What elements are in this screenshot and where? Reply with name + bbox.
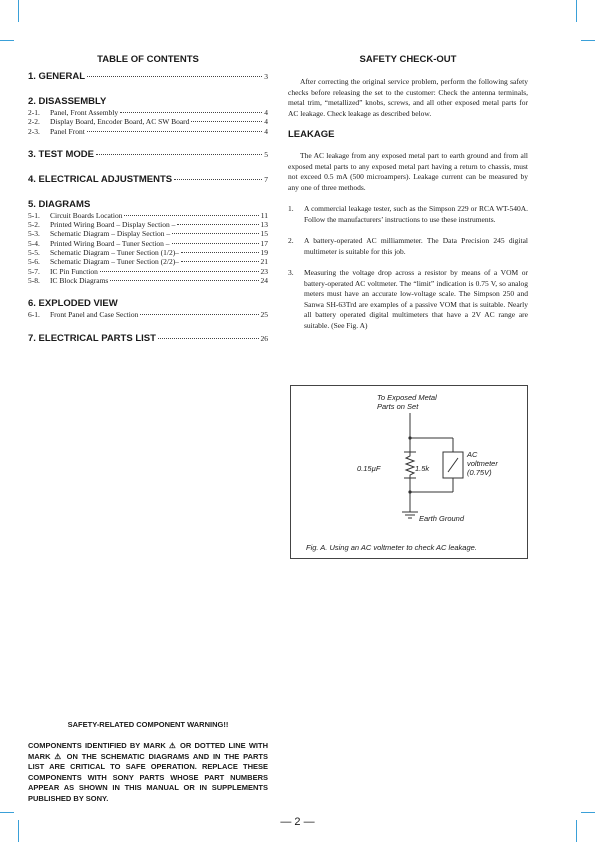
toc-item-text: IC Pin Function [50, 266, 98, 276]
toc-item-number: 2-2. [28, 117, 40, 127]
toc-section-title: 1. GENERAL [28, 71, 86, 82]
toc-leader-dots [181, 261, 259, 262]
toc-page-number: 5 [264, 149, 268, 159]
figure-caption: Fig. A. Using an AC voltmeter to check AC leakage. [306, 543, 477, 552]
toc-item-text: Front Panel and Case Section [50, 310, 139, 320]
toc-section-heading[interactable] [28, 148, 268, 161]
safety-component-warning [28, 720, 268, 804]
toc-item[interactable] [28, 239, 268, 248]
method-number: 2. [288, 236, 294, 245]
toc-leader-dots [191, 121, 262, 122]
method-text: A commercial leakage tester, such as the Simpson 229 or RCA WT-540A. Follow the manufacturers’ instructions to use these instruments. [304, 204, 528, 224]
toc-item-number: 5-5. [28, 248, 40, 258]
toc-item-text: Display Board, Encoder Board, AC SW Board [50, 117, 190, 127]
toc-page-number: 11 [260, 210, 268, 220]
toc-section [28, 332, 268, 345]
toc-section [28, 70, 268, 83]
table-of-contents [28, 54, 268, 357]
toc-item-number: 2-1. [28, 108, 40, 117]
toc-section-title: 3. TEST MODE [28, 148, 94, 160]
toc-item-text: Circuit Boards Location [50, 210, 123, 220]
safety-title: SAFETY CHECK-OUT [359, 54, 457, 65]
label-to-exposed-metal: To Exposed Metal [377, 393, 437, 402]
toc-page-number: 25 [260, 310, 268, 320]
figure-a [290, 385, 528, 559]
toc-item[interactable] [28, 211, 268, 220]
toc-section-heading[interactable] [28, 332, 268, 345]
toc-item[interactable] [28, 276, 268, 285]
toc-item-number: 5-8. [28, 275, 40, 285]
toc-section-heading[interactable] [28, 95, 268, 108]
safety-intro: After correcting the original service problem, perform the following safety checks before releasing the set to the customer: Check the antenna terminals, metal trim, “metallized” knobs, screws, and all other exposed metal parts for AC leakage. Check leakage as described below. [288, 77, 528, 118]
toc-leader-dots [172, 243, 259, 244]
toc-page-number: 26 [260, 333, 268, 343]
toc-section-heading[interactable] [28, 173, 268, 186]
warning-title: SAFETY-RELATED COMPONENT WARNING!! [67, 720, 229, 729]
leakage-method [288, 268, 528, 331]
toc-item-number: 5-1. [28, 210, 40, 220]
toc-section [28, 198, 268, 285]
toc-page-number: 23 [260, 266, 268, 276]
toc-section [28, 173, 268, 186]
method-text: A battery-operated AC milliammeter. The Data Precision 245 digital multimeter is suitable for this job. [304, 236, 528, 256]
toc-leader-dots [100, 271, 259, 272]
toc-title: TABLE OF CONTENTS [97, 54, 199, 65]
toc-leader-dots [177, 224, 258, 225]
toc-page-number: 4 [264, 126, 268, 136]
toc-item-text: Printed Wiring Board – Display Section – [50, 220, 176, 230]
toc-item-text: IC Block Diagrams [50, 275, 109, 285]
leakage-methods [288, 204, 528, 331]
toc-leader-dots [110, 280, 258, 281]
toc-page-number: 13 [260, 220, 268, 230]
toc-section-heading[interactable] [28, 70, 268, 83]
toc-page-number: 21 [260, 257, 268, 267]
leakage-intro: The AC leakage from any exposed metal part to earth ground and from all exposed metal parts to any exposed metal part having a return to chassis, must not exceed 0.5 mA (500 microampers). Leakage current can be measured by any one of three methods. [288, 151, 528, 192]
toc-item[interactable] [28, 127, 268, 136]
toc-item-number: 2-3. [28, 126, 40, 136]
toc-section-title: 2. DISASSEMBLY [28, 96, 107, 107]
toc-item[interactable] [28, 229, 268, 238]
toc-page-number: 3 [264, 72, 268, 81]
method-text: Measuring the voltage drop across a resistor by means of a VOM or battery-operated AC voltmeter. The “limit” indication is 0.75 V, so analog meters must have an accurate low-voltage scale. The Simpson 250 and Sanwa SH-63Trd are examples of a passive VOM that is suitable. Nearly all battery operated digital multimeters that have a 2V AC range are suitable. (See Fig. A) [304, 268, 528, 330]
toc-leader-dots [140, 314, 258, 315]
toc-item[interactable] [28, 220, 268, 229]
toc-page-number: 4 [264, 117, 268, 127]
label-meter-range: (0.75V) [467, 468, 492, 477]
method-number: 1. [288, 204, 294, 213]
toc-section-title: 4. ELECTRICAL ADJUSTMENTS [28, 173, 173, 185]
toc-item[interactable] [28, 310, 268, 319]
page-number: — 2 — [280, 816, 315, 828]
leakage-method [288, 204, 528, 225]
label-earth-ground: Earth Ground [419, 514, 465, 523]
junction-bottom [408, 490, 411, 493]
voltmeter-needle [448, 458, 458, 472]
toc-leader-dots [158, 338, 259, 339]
label-voltmeter: voltmeter [467, 459, 498, 468]
label-resistor: 1.5k [415, 464, 430, 473]
toc-item[interactable] [28, 248, 268, 257]
toc-page-number: 7 [264, 174, 268, 184]
crop-mark-top-right [581, 40, 595, 41]
toc-item-number: 5-2. [28, 220, 40, 230]
junction-top [408, 436, 411, 439]
toc-item[interactable] [28, 257, 268, 266]
toc-page-number: 19 [260, 248, 268, 258]
toc-item-number: 5-3. [28, 229, 40, 239]
toc-item-text: Schematic Diagram – Tuner Section (2/2)– [50, 257, 179, 267]
toc-leader-dots [96, 154, 262, 155]
toc-page-number: 17 [260, 238, 268, 248]
toc-section-heading[interactable] [28, 297, 268, 310]
toc-section [28, 297, 268, 319]
toc-item-text: Printed Wiring Board – Tuner Section – [50, 238, 170, 248]
crop-mark-top-left-v [18, 0, 19, 22]
label-capacitor: 0.15µF [357, 464, 381, 473]
toc-section-title: 5. DIAGRAMS [28, 198, 91, 210]
label-ac: AC [467, 450, 478, 459]
toc-item-text: Schematic Diagram – Display Section – [50, 229, 171, 239]
toc-leader-dots [181, 252, 259, 253]
toc-item-text: Panel, Front Assembly [50, 108, 119, 117]
toc-item-number: 6-1. [28, 310, 40, 320]
toc-section-heading[interactable] [28, 198, 268, 211]
crop-mark-top-right-v [576, 0, 577, 22]
leakage-method [288, 236, 528, 257]
toc-page-number: 4 [264, 108, 268, 117]
toc-page-number: 15 [260, 229, 268, 239]
toc-section-title: 7. ELECTRICAL PARTS LIST [28, 332, 156, 344]
toc-item-text: Panel Front [50, 126, 85, 136]
toc-section-title: 6. EXPLODED VIEW [28, 298, 118, 310]
toc-item-text: Schematic Diagram – Tuner Section (1/2)– [50, 248, 179, 258]
toc-leader-dots [124, 215, 258, 216]
warning-body: COMPONENTS IDENTIFIED BY MARK ⚠ OR DOTTED LINE WITH MARK ⚠ ON THE SCHEMATIC DIAGRAMS AND IN THE PARTS LIST ARE CRITICAL TO SAFE OPERATION. REPLACE THESE COMPONENTS WITH SONY PARTS WHOSE PART NUMBERS APPEAR AS SHOWN IN THIS MANUAL OR IN SUPPLEMENTS PUBLISHED BY SONY. [28, 741, 268, 803]
toc-item[interactable] [28, 267, 268, 276]
toc-item-number: 5-4. [28, 238, 40, 248]
method-number: 3. [288, 268, 294, 277]
toc-leader-dots [174, 179, 262, 180]
toc-leader-dots [87, 76, 262, 77]
toc-page-number: 24 [260, 275, 268, 285]
toc-leader-dots [87, 131, 262, 132]
toc-item-number: 5-7. [28, 266, 40, 276]
toc-item[interactable] [28, 117, 268, 126]
toc-item[interactable] [28, 108, 268, 117]
crop-mark-top-left [0, 40, 14, 41]
safety-check-out [288, 54, 528, 331]
toc-section [28, 148, 268, 161]
toc-leader-dots [172, 233, 258, 234]
leakage-heading: LEAKAGE [288, 129, 335, 140]
toc-item-number: 5-6. [28, 257, 40, 267]
toc-sections [28, 70, 268, 345]
crop-mark-bottom-right [581, 812, 595, 813]
label-parts-on-set: Parts on Set [377, 402, 419, 411]
crop-mark-bottom-left [0, 812, 14, 813]
toc-section [28, 95, 268, 136]
toc-leader-dots [120, 112, 262, 113]
resistor-zigzag [406, 452, 414, 478]
